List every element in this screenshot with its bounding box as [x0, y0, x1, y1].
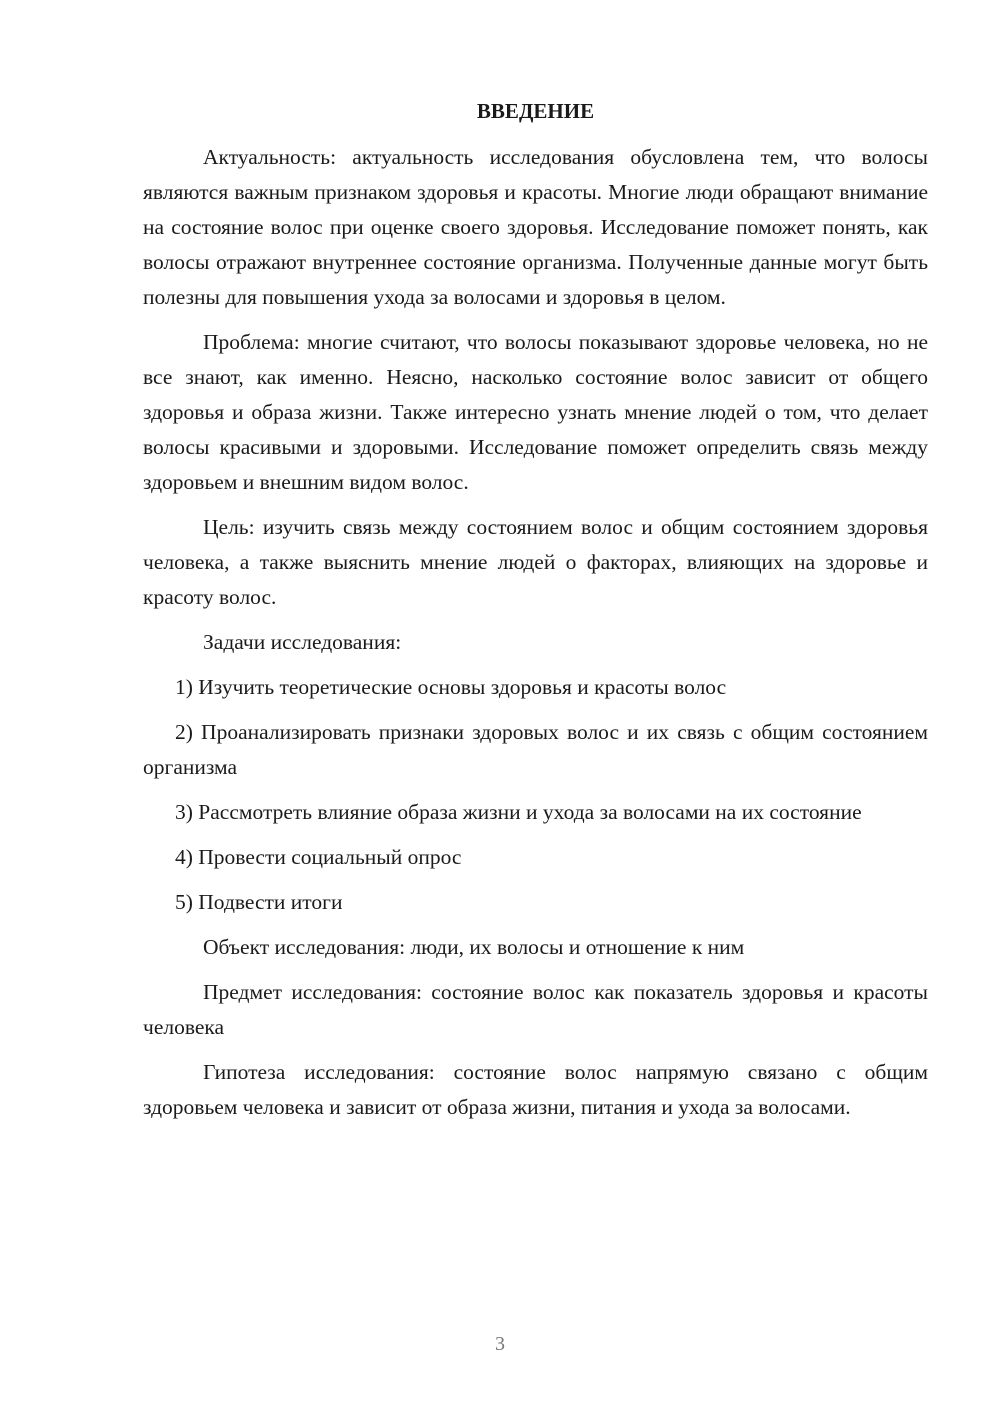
goal-paragraph: Цель: изучить связь между состоянием волос и общим состоянием здоровья человека, а также выяснить мнение людей о факторах, влияющих на здоровье и красоту волос. — [143, 515, 928, 609]
subject-paragraph: Предмет исследования: состояние волос как показатель здоровья и красоты человека — [143, 980, 928, 1039]
page-number: 3 — [495, 1333, 505, 1355]
task-item-1: 1) Изучить теоретические основы здоровья и красоты волос — [175, 675, 727, 699]
task-item-4: 4) Провести социальный опрос — [175, 845, 462, 869]
tasks-title: Задачи исследования: — [203, 630, 402, 654]
task-item-5: 5) Подвести итоги — [175, 890, 343, 914]
task-item-3: 3) Рассмотреть влияние образа жизни и ухода за волосами на их состояние — [175, 800, 862, 824]
hypothesis-paragraph: Гипотеза исследования: состояние волос напрямую связано с общим здоровьем человека и зависит от образа жизни, питания и ухода за волосами. — [143, 1060, 928, 1119]
object-paragraph: Объект исследования: люди, их волосы и отношение к ним — [203, 935, 745, 959]
page-heading: ВВЕДЕНИЕ — [476, 99, 595, 123]
tasks-list — [143, 670, 928, 920]
task-item-2: 2) Проанализировать признаки здоровых волос и их связь с общим состоянием организма — [143, 720, 928, 779]
problem-paragraph: Проблема: многие считают, что волосы показывают здоровье человека, но не все знают, как именно. Неясно, насколько состояние волос зависит от общего здоровья и образа жизни. Также интересно узнать мнение людей о том, что делает волосы красивыми и здоровыми. Исследование поможет определить связь между здоровьем и внешним видом волос. — [143, 330, 928, 494]
document-page — [143, 96, 928, 1135]
relevance-paragraph: Актуальность: актуальность исследования обусловлена тем, что волосы являются важным признаком здоровья и красоты. Многие люди обращают внимание на состояние волос при оценке своего здоровья. Исследование поможет понять, как волосы отражают внутреннее состояние организма. Полученные данные могут быть полезны для повышения ухода за волосами и здоровья в целом. — [143, 145, 928, 309]
